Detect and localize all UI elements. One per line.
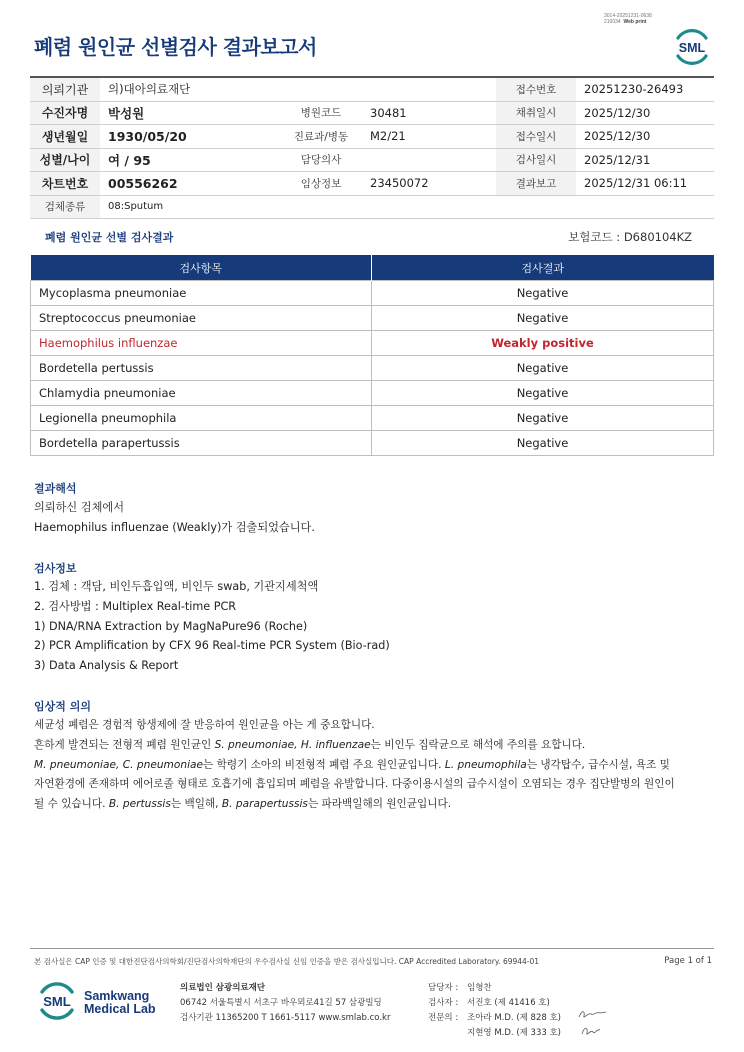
info-value: 00556262 [100, 172, 280, 196]
test-info-heading: 검사정보 [34, 562, 77, 575]
result-item-name: Haemophilus influenzae [31, 331, 372, 356]
sml-footer-logo [36, 981, 78, 1021]
organization-address: 06742 서울특별시 서초구 바우뫼로41길 57 삼광빌딩 [180, 998, 382, 1008]
print-stamp-line1: 3014-20251231-0638 [604, 13, 652, 19]
patient-info-table [30, 76, 714, 219]
result-item-value: Negative [372, 356, 714, 381]
result-row [31, 431, 714, 456]
print-stamp [604, 13, 652, 25]
info-label: 생년월일 [30, 125, 100, 149]
clinical-text [34, 716, 675, 815]
info-label: 검체종류 [30, 195, 100, 219]
info-label: 검사일시 [496, 148, 576, 172]
staff-row [428, 981, 561, 996]
info-value: 08:Sputum [100, 195, 714, 219]
brand-name [84, 990, 156, 1016]
test-info-line: 1) DNA/RNA Extraction by MagNaPure96 (Roche) [34, 619, 308, 633]
result-item-value: Weakly positive [372, 331, 714, 356]
section-title: 폐렴 원인균 선별 검사결과 [45, 231, 174, 244]
result-item-value: Negative [372, 306, 714, 331]
info-label: 차트번호 [30, 172, 100, 196]
info-row [30, 172, 714, 196]
result-row [31, 406, 714, 431]
info-value: 2025/12/31 06:11 [576, 172, 714, 196]
info-label: 수진자명 [30, 101, 100, 125]
clinical-heading: 임상적 의의 [34, 700, 91, 713]
info-value: 30481 [362, 101, 496, 125]
info-label: 접수일시 [496, 125, 576, 149]
info-row [30, 195, 714, 219]
clinical-species: B. parapertussis [221, 798, 308, 811]
staff-label: 검사자 : [428, 998, 459, 1008]
clinical-line [34, 756, 675, 776]
report-title: 폐렴 원인균 선별검사 결과보고서 [34, 35, 317, 59]
clinical-span: 는 냉각탑수, 급수시설, 욕조 및 [526, 758, 670, 771]
interpretation-line: 의뢰하신 검체에서 [34, 501, 125, 514]
signature-image [578, 1008, 608, 1022]
clinical-line: 자연환경에 존재하며 에어로졸 형태로 호흡기에 흡입되며 폐렴을 유발합니다. 다중이용시설의 급수시설이 오염되는 경우 집단발병의 원인이 [34, 778, 675, 791]
info-row [30, 77, 714, 101]
clinical-line [34, 736, 675, 756]
staff-row [428, 1026, 561, 1041]
sml-footer-logo-text: SML [43, 994, 71, 1009]
info-label: 의뢰기관 [30, 77, 100, 101]
result-row [31, 281, 714, 306]
info-value: 여 / 95 [100, 148, 280, 172]
info-value: 의)대아의료재단 [100, 77, 496, 101]
clinical-span: 는 비인두 집락균으로 해석에 주의를 요합니다. [370, 738, 586, 751]
info-label: 병원코드 [280, 101, 362, 125]
clinical-line: 세균성 폐렴은 경험적 항생제에 잘 반응하여 원인균을 아는 게 중요합니다. [34, 719, 375, 731]
test-info-text [34, 577, 390, 676]
brand-line: Samkwang [84, 989, 150, 1003]
info-value: 1930/05/20 [100, 125, 280, 149]
insurance-code: 보험코드 : D680104KZ [568, 230, 692, 244]
staff-row [428, 1011, 561, 1026]
info-value: M2/21 [362, 125, 496, 149]
info-value: 2025/12/30 [576, 101, 714, 125]
interpretation-heading: 결과해석 [34, 482, 77, 495]
info-label: 임상정보 [280, 172, 362, 196]
result-item-value: Negative [372, 381, 714, 406]
info-row [30, 101, 714, 125]
info-label: 접수번호 [496, 77, 576, 101]
clinical-species: M. pneumoniae, C. pneumoniae [34, 758, 204, 771]
clinical-span: 흔하게 발견되는 전형적 폐렴 원인균인 [34, 738, 215, 751]
staff-label: 담당자 : [428, 983, 459, 993]
result-row [31, 306, 714, 331]
staff-value: 조아라 M.D. (제 828 호) [467, 1013, 562, 1023]
test-info-line: 2. 검사방법 : Multiplex Real-time PCR [34, 599, 237, 613]
print-stamp-id: 210034 [604, 19, 621, 25]
test-info-line: 3) Data Analysis & Report [34, 659, 179, 673]
result-item-name: Streptococcus pneumoniae [31, 306, 372, 331]
staff-value: 서진호 (제 41416 호) [467, 998, 550, 1008]
clinical-species: L. pneumophila [444, 758, 527, 771]
staff-list [428, 981, 561, 1041]
clinical-species: S. pneumoniae, H. influenzae [214, 738, 371, 751]
brand-line: Medical Lab [84, 1002, 156, 1016]
info-value: 23450072 [362, 172, 496, 196]
staff-row [428, 996, 561, 1011]
interpretation-text [34, 498, 315, 538]
result-header-item: 검사항목 [31, 255, 372, 281]
organization-contact: 검사기관 11365200 T 1661-5117 www.smlab.co.kr [180, 1013, 391, 1023]
info-row [30, 148, 714, 172]
result-item-name: Chlamydia pneumoniae [31, 381, 372, 406]
info-label: 성별/나이 [30, 148, 100, 172]
clinical-species: B. pertussis [108, 798, 171, 811]
print-stamp-label: Web print [623, 19, 647, 25]
info-value: 박성원 [100, 101, 280, 125]
result-header-result: 검사결과 [372, 255, 714, 281]
info-value: 20251230-26493 [576, 77, 714, 101]
result-row [31, 356, 714, 381]
result-item-value: Negative [372, 406, 714, 431]
test-info-line: 2) PCR Amplification by CFX 96 Real-time PCR System (Bio-rad) [34, 639, 390, 653]
info-label: 담당의사 [280, 148, 362, 172]
accreditation-note: 본 검사실은 CAP 인증 및 대한진단검사의학회/진단검사의학재단의 우수검사실 신임 인증을 받은 검사실입니다. CAP Accredited Laboratory. 69944-01 [34, 957, 540, 966]
result-item-value: Negative [372, 281, 714, 306]
clinical-span: 될 수 있습니다. [34, 798, 109, 811]
info-value [362, 148, 496, 172]
clinical-line [34, 795, 675, 815]
staff-value: 지현영 M.D. (제 333 호) [467, 1028, 562, 1038]
result-item-name: Mycoplasma pneumoniae [31, 281, 372, 306]
result-table [30, 255, 714, 456]
clinical-span: 는 학령기 소아의 비전형적 폐렴 주요 원인균입니다. [203, 758, 445, 771]
info-value: 2025/12/30 [576, 125, 714, 149]
test-info-line: 1. 검체 : 객담, 비인두흡입액, 비인두 swab, 기관지세척액 [34, 580, 319, 593]
info-label: 채취일시 [496, 101, 576, 125]
staff-label: 전문의 : [428, 1013, 459, 1023]
staff-value: 임형찬 [467, 983, 492, 993]
info-label: 진료과/병동 [280, 125, 362, 149]
organization-info [180, 981, 390, 1026]
footer-divider [30, 948, 714, 949]
clinical-span: 는 백일해, [170, 798, 222, 811]
interpretation-line: Haemophilus influenzae (Weakly)가 검출되었습니다. [34, 520, 315, 534]
result-item-value: Negative [372, 431, 714, 456]
result-item-name: Bordetella parapertussis [31, 431, 372, 456]
result-item-name: Legionella pneumophila [31, 406, 372, 431]
result-header-row [31, 255, 714, 281]
sml-logo [672, 28, 712, 66]
organization-name: 의료법인 삼광의료재단 [180, 983, 266, 993]
sml-logo-text: SML [678, 41, 706, 55]
info-row [30, 125, 714, 149]
signature-image [580, 1024, 602, 1038]
clinical-span: 는 파라백일해의 원인균입니다. [307, 798, 452, 811]
info-label: 결과보고 [496, 172, 576, 196]
info-value: 2025/12/31 [576, 148, 714, 172]
page-number: Page 1 of 1 [664, 956, 712, 966]
result-row [31, 381, 714, 406]
result-row-positive [31, 331, 714, 356]
result-item-name: Bordetella pertussis [31, 356, 372, 381]
